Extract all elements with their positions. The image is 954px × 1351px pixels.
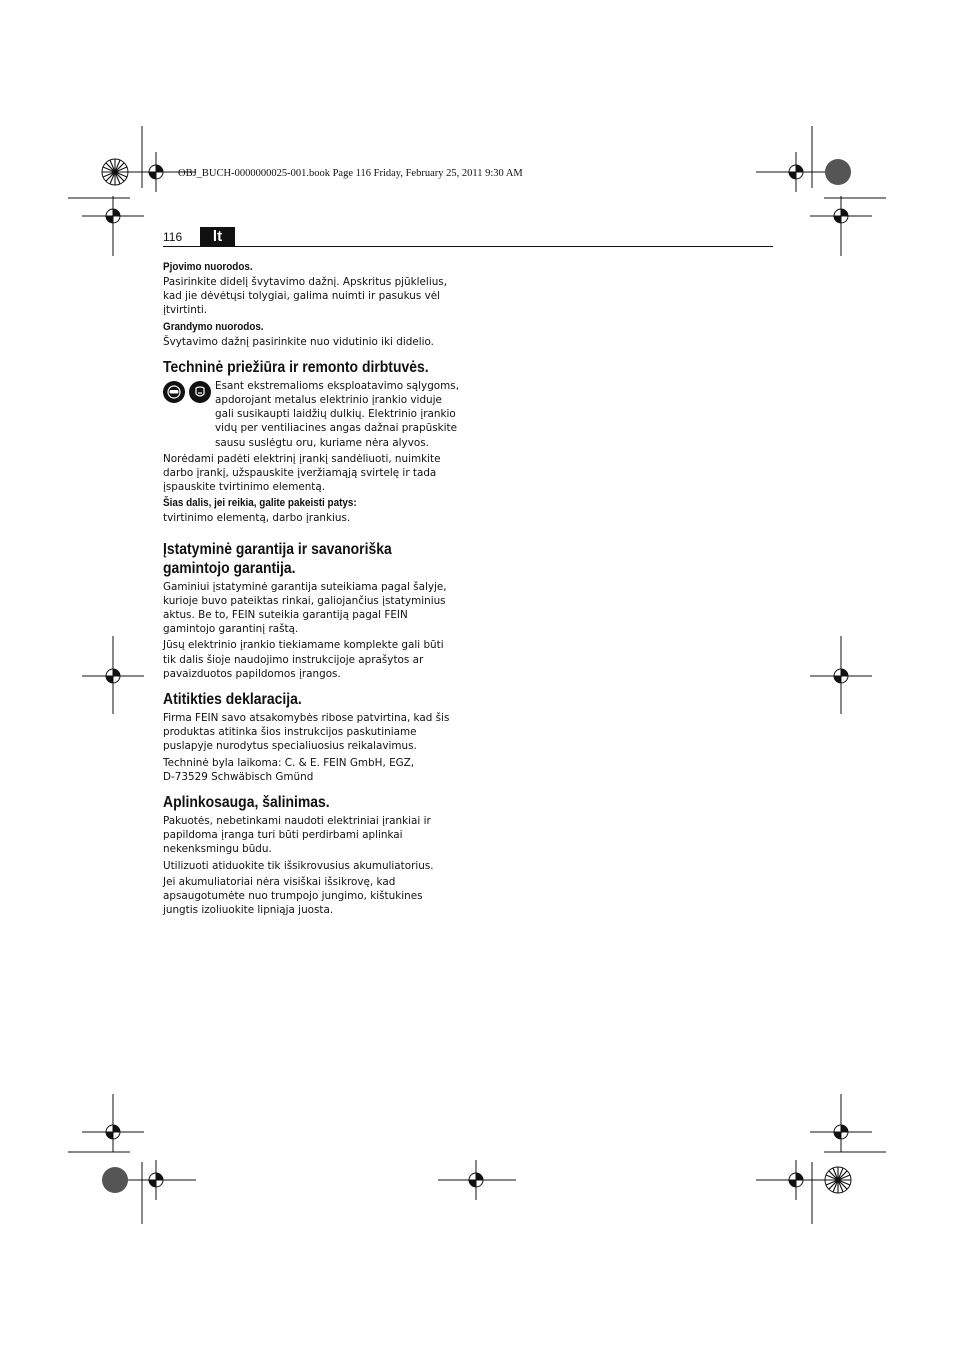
text-column (163, 258, 459, 920)
maintenance-warning-text: Esant ekstremalioms eksploatavimo sąlygoms, apdorojant metalus elektrinio įrankio viduje gali susikaupti laidžių dulkių. Elektrinio įrankio vidų per ventiliacines angas dažnai prapūskite sausu suslėgtu oru, kuriame nėra alyvos. (215, 379, 459, 449)
environment-paragraph-3: Jei akumuliatoriai nėra visiškai išsikrovę, kad apsaugotumėte nuo trumpojo jungimo, kištukines jungtis izoliuokite lipniąja juosta. (163, 875, 423, 917)
replaceable-parts-text: tvirtinimo elementą, darbo įrankius. (163, 512, 351, 525)
ppe-icons (163, 379, 215, 452)
maintenance-storage-text: Norėdami padėti elektrinį įrankį sandėliuoti, nuimkite darbo įrankį, užspauskite įveržiamąją svirtelę ir tada įspauskite tvirtinimo elementą. (163, 452, 441, 494)
page-number: 116 (163, 230, 183, 244)
scraping-notes-title: Grandymo nuorodos. (163, 320, 264, 333)
language-tab: lt (200, 227, 235, 246)
scraping-notes-text: Švytavimo dažnį pasirinkite nuo vidutinio iki didelio. (163, 335, 434, 348)
environment-paragraph-1: Pakuotės, nebetinkami naudoti elektriniai įrankiai ir papildoma įranga turi būti perdirbami aplinkai nekenksmingu būdu. (163, 815, 431, 856)
conformity-paragraph: Firma FEIN savo atsakomybės ribose patvirtina, kad šis produktas atitinka šios instrukcijos paskutiniame puslapyje nurodytus specialiuosius reikalavimus. (163, 712, 450, 753)
dust-mask-icon (189, 381, 211, 403)
technical-file-line: Techninė byla laikoma: C. & E. FEIN GmbH, EGZ, (163, 756, 415, 769)
safety-goggles-icon (163, 381, 185, 403)
warranty-paragraph-1: Gaminiui įstatyminė garantija suteikiama pagal šalyje, kurioje buvo pateiktas rinkai, galiojančius įstatyminius aktus. Be to, FEIN suteikia garantiją pagal FEIN gamintojo garantinį raštą. (163, 580, 447, 636)
replaceable-parts-title: Šias dalis, jei reikia, galite pakeisti patys: (163, 497, 357, 510)
environment-paragraph-2: Utilizuoti atiduokite tik išsikrovusius akumuliatorius. (163, 859, 434, 872)
conformity-heading: Atitikties deklaracija. (163, 691, 302, 709)
technical-file-address: D-73529 Schwäbisch Gmünd (163, 770, 314, 783)
warranty-paragraph-2: Jūsų elektrinio įrankio tiekiamame komplekte gali būti tik dalis šioje naudojimo instrukcijoje aprašytos ar pavaizduotos papildomos įrangos. (163, 639, 444, 680)
book-file-info: OBJ_BUCH-0000000025-001.book Page 116 Friday, February 25, 2011 9:30 AM (178, 168, 523, 179)
environment-heading: Aplinkosauga, šalinimas. (163, 794, 330, 812)
warranty-heading: Įstatyminė garantija ir savanoriška gamintojo garantija. (163, 540, 392, 577)
cutting-notes-title: Pjovimo nuorodos. (163, 261, 253, 273)
maintenance-warning (163, 379, 459, 452)
maintenance-heading: Techninė priežiūra ir remonto dirbtuvės. (163, 358, 429, 376)
header-rule (163, 246, 773, 247)
cutting-notes-text: Pasirinkite didelį švytavimo dažnį. Apskritus pjūklelius, kad jie dėvėtųsi tolygiai, galima nuimti ir pasukus vėl įtvirtinti. (163, 276, 448, 317)
